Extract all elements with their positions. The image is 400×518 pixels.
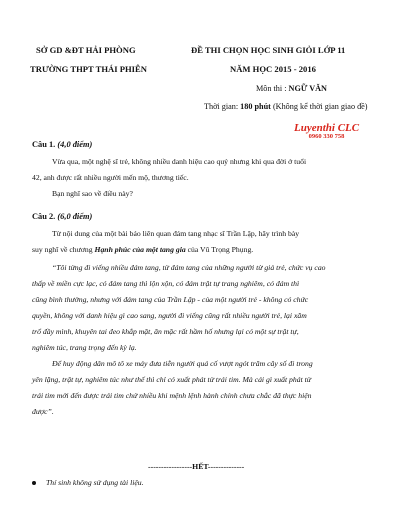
q2-intro-line-1: Từ nội dung của một bài báo liên quan đám tang nhạc sĩ Trần Lập, hãy trình bày [52,229,300,238]
question-1-points: (4,0 điểm) [57,140,93,149]
department-name: SỞ GD &ĐT HẢI PHÒNG [36,45,136,55]
end-marker: -----------------HẾT-------------- [148,462,245,471]
quote2-line-4: được”. [32,407,54,416]
exam-note: Thí sinh không sử dụng tài liệu. [32,478,144,487]
watermark-brand: Luyenthi CLC [294,122,360,134]
time-label: Thời gian: [204,102,241,111]
exam-title: ĐỀ THI CHỌN HỌC SINH GIỎI LỚP 11 [191,45,346,55]
quote-line-2: thấp về miền cực lạc, có đám tang thì lộn xộn, có đám trật tự trang nghiêm, có đám thì [32,279,300,288]
time-value: 180 phút [240,102,271,111]
subject-value: NGỮ VĂN [288,84,327,93]
school-year: NĂM HỌC 2015 - 2016 [230,64,316,74]
subject-line [256,84,327,93]
quote-line-1: “Tôi từng đi viếng nhiều đám tang, từ đám tang của những người từ giả trẻ, chức vụ cao [52,263,326,272]
school-name: TRƯỜNG THPT THÁI PHIÊN [30,64,147,74]
question-2-title: Câu 2. (6,0 điểm) [32,212,93,221]
quote-line-4: quyền, không với danh hiệu gì cao sang, người đi viếng cũng rất nhiều người trẻ, lại xăm [32,311,307,320]
quote-line-6: nghiêm túc, trang trọng đến kỳ lạ. [32,343,137,352]
question-1-title: Câu 1. (4,0 điểm) [32,140,93,149]
q1-line-2: 42, anh được rất nhiều người mến mộ, thương tiếc. [32,173,189,182]
quote-line-5: trổ đầy mình, khuyên tai đeo khắp mặt, ăn mặc rất hầm hố nhưng lại có một sự trật tự, [32,327,299,336]
subject-label: Môn thi : [256,84,289,93]
q1-line-3: Bạn nghĩ sao về điều này? [52,189,133,198]
watermark-logo [294,122,359,140]
quote2-line-1: Để huy động dân mô tô xe máy đưa tiễn người quá cố vượt ngót trăm cây số đi trong [52,359,313,368]
quote2-line-3: trái tim mới đến được trái tim chứ nhiều khi mệnh lệnh hành chính chưa chắc đã thực hiện [32,391,312,400]
q2-intro-line-2: suy nghĩ về chương Hạnh phúc của một tang gia của Vũ Trọng Phụng. [32,245,254,254]
quote-line-3: cũng bình thường, nhưng với đám tang của Trần Lập - của một người trẻ - không có chức [32,295,309,304]
time-line [204,102,368,111]
quote2-line-2: yên lặng, trật tự, nghiêm túc như thế thì chỉ có xuất phát từ trái tim. Mà cái gì xuất phát từ [32,375,311,384]
question-2-points: (6,0 điểm) [57,212,93,221]
time-note: (Không kể thời gian giao đề) [270,102,368,111]
watermark-phone: 0960 330 758 [308,133,345,140]
literary-work-title: Hạnh phúc của một tang gia [94,245,186,254]
q1-line-1: Vừa qua, một nghệ sĩ trẻ, không nhiều danh hiệu cao quý nhưng khi qua đời ở tuổi [52,157,307,166]
bullet-icon [32,481,36,485]
